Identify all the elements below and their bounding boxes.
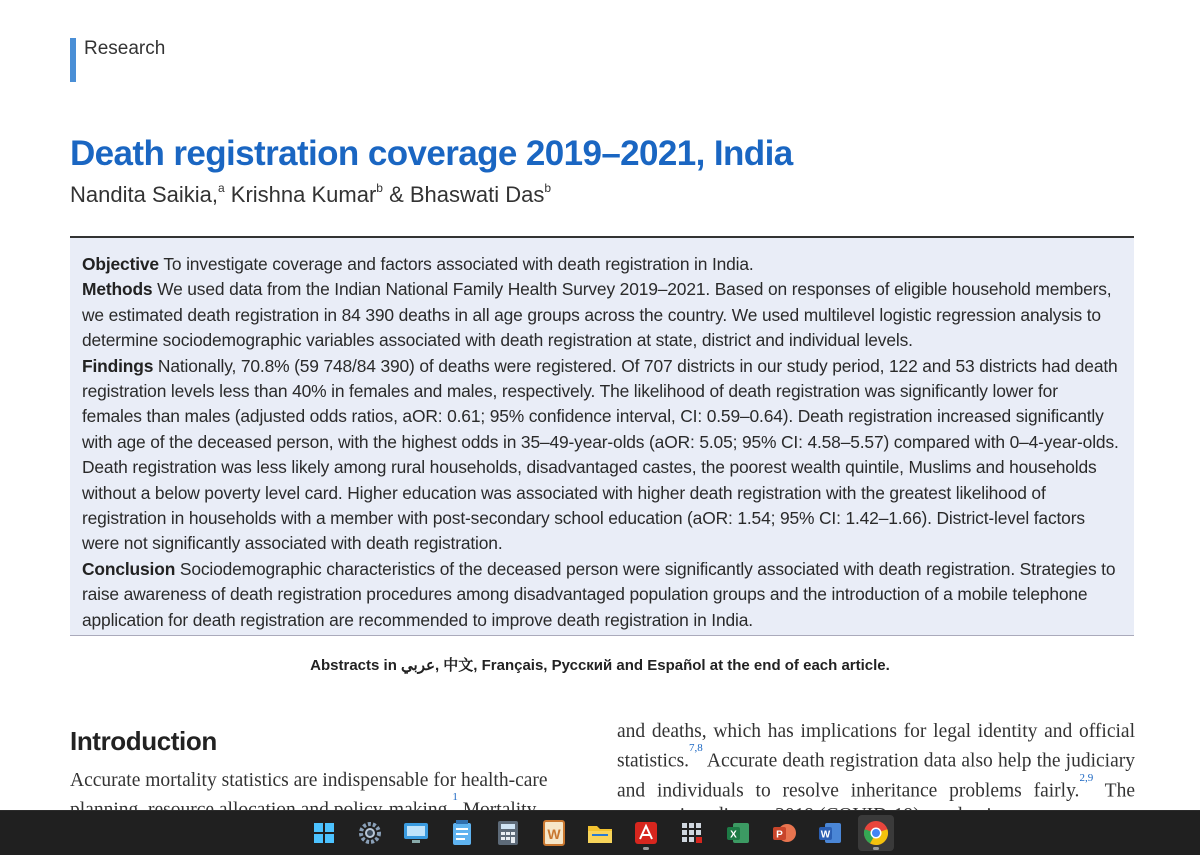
citation-link[interactable]: 1: [452, 791, 458, 803]
app-grid-icon[interactable]: [674, 815, 710, 851]
findings-text: Nationally, 70.8% (59 748/84 390) of deaths were registered. Of 707 districts in our study period, 122 and 53 districts had death registration levels less than 40% in females and males, respectively. The likelihood of death registration was significantly lower for females than males (adjusted odds ratios, aOR: 0.61; 95% confidence interval, CI: 0.59–0.64). Death registration increased significantly with age of the deceased person, with the highest odds in 35–49-year-olds (aOR: 5.05; 95% CI: 4.58–5.57) compared with 0–4-year-olds. Death registration was less likely among rural households, disadvantaged castes, the poorest wealth quintile, Muslims and households without a below poverty level card. Higher education was associated with higher death registration with the greatest likelihood of registration in households with a member with post-secondary school education (aOR: 1.54; 95% CI: 1.42–1.66). District-level factors were not significantly associated with death registration.: [82, 355, 1119, 554]
notepad-icon[interactable]: [444, 815, 480, 851]
svg-text:P: P: [776, 829, 783, 841]
running-indicator: [873, 847, 879, 850]
abstract-box: [70, 236, 1134, 636]
file-explorer-icon[interactable]: [582, 815, 618, 851]
abstract-methods: [82, 277, 1122, 353]
calculator-icon[interactable]: [490, 815, 526, 851]
powerpoint-icon[interactable]: [766, 815, 802, 851]
body-text: The: [1104, 780, 1136, 801]
running-indicator: [643, 847, 649, 850]
methods-text: We used data from the Indian National Family Health Survey 2019–2021. Based on responses of eligible household members, we estimated death registration in 84 390 deaths in all age groups across the country. We used multilevel logistic regression analysis to determine sociodemographic variables associated with death registration at state, district and individual levels.: [82, 279, 1112, 351]
chrome-icon[interactable]: [858, 815, 894, 851]
abstract-conclusion: [82, 557, 1122, 633]
article-title: Death registration coverage 2019–2021, India: [70, 134, 793, 173]
excel-icon[interactable]: [720, 815, 756, 851]
settings-gear-icon[interactable]: [352, 815, 388, 851]
body-text: Accurate death registration data also help the judiciary and individuals to resolve inheritance problems fairly.: [617, 750, 1135, 801]
svg-text:X: X: [730, 829, 737, 841]
author-list: [70, 182, 551, 208]
word-w-icon[interactable]: [536, 815, 572, 851]
section-label: Research: [70, 38, 165, 82]
citation-link[interactable]: 7,8: [689, 742, 703, 754]
body-text: Accurate mortality statistics are indispensable for health-care: [70, 770, 548, 791]
author-name: Krishna Kumar: [224, 182, 377, 207]
translated-abstracts-note: Abstracts in عربي, 中文, Français, Русский and Español at the end of each article.: [310, 657, 890, 674]
author-name: & Bhaswati Das: [382, 182, 545, 207]
author-name: Nandita Saikia,: [70, 182, 218, 207]
author-affiliation: a: [217, 180, 225, 195]
acrobat-pdf-icon[interactable]: [628, 815, 664, 851]
svg-text:W: W: [547, 826, 561, 842]
methods-label: Methods: [82, 279, 153, 300]
abstract-findings: [82, 354, 1122, 557]
citation-link[interactable]: 2,9: [1079, 771, 1094, 784]
word-icon[interactable]: [812, 815, 848, 851]
body-text: and deaths, which has implications for legal identity and official statistics.: [617, 721, 1135, 772]
author-affiliation: b: [376, 180, 383, 195]
introduction-heading: Introduction: [70, 726, 217, 756]
objective-label: Objective: [82, 254, 159, 274]
findings-label: Findings: [82, 355, 154, 376]
author-affiliation: b: [544, 180, 552, 195]
svg-text:W: W: [820, 829, 831, 841]
conclusion-label: Conclusion: [82, 558, 176, 579]
taskbar: [0, 810, 1200, 855]
remote-desktop-icon[interactable]: [398, 815, 434, 851]
objective-text: To investigate coverage and factors associated with death registration in India.: [158, 254, 754, 274]
conclusion-text: Sociodemographic characteristics of the deceased person were significantly associated with death registration. Strategies to raise awareness of death registration procedures among disadvantaged population groups and the introduction of a mobile telephone application for death registration are recommended to improve death registration in India.: [82, 558, 1116, 630]
abstract-objective: [82, 252, 1122, 277]
windows-start-icon[interactable]: [306, 815, 342, 851]
